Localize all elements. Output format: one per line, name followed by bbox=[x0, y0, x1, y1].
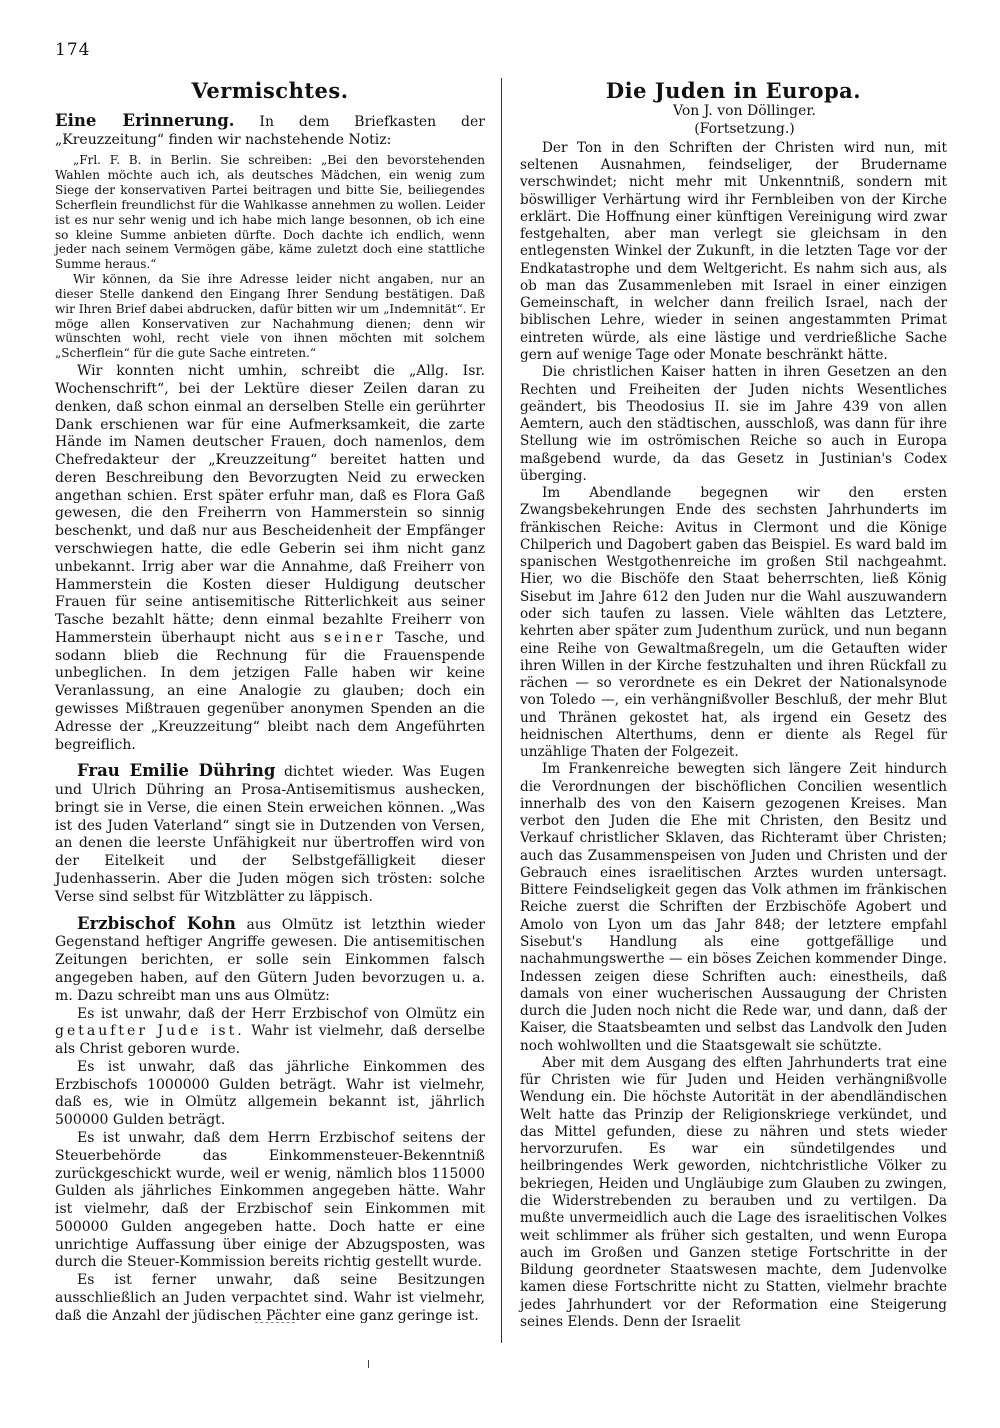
left-column bbox=[55, 78, 485, 1326]
article-erinnerung-body bbox=[55, 363, 485, 754]
essay-paragraph-4: Im Frankenreiche bewegten sich längere Zeit hindurch die Verordnungen der bischöflichen Concilien wesentlich innerhalb des von den Kaisern gezogenen Kreises. Man verbot den Juden die Ehe mit Christen, den Besitz und Verkauf christlicher Sklaven, das Richteramt über Christen; auch das Zusammenspeisen von Juden und Christen und der Gebrauch eines israelitischen Arztes wurden untersagt. Bittere Feindseligkeit gegen das Volk athmen im fränkischen Reiche zuerst die Schriften der Erzbischöfe Agobert und Amolo von Lyon um das Jahr 848; der letztere empfahl Sisebut's Handlung als eine gottgefällige und nachahmungswerthe — ein böses Zeichen kommender Dinge. Indessen zeigen diese Schriften auch: einestheils, daß damals von einer wucherischen Aussaugung der Christen durch die Juden noch nicht die Rede war, und dann, daß der Kaiser, die Staatsbeamten und selbst das Landvolk den Juden noch wohlwollten und die Staatsgewalt sie schützte. bbox=[520, 761, 947, 1054]
body-text: Wahr ist vielmehr, daß derselbe als Christ geboren wurde. bbox=[55, 1023, 485, 1058]
quoted-notice-paragraph-2: Wir können, da Sie ihre Adresse leider nicht angaben, nur an dieser Stelle dankend den Eingang Ihrer Sendung bestätigen. Daß wir Ihren Brief dabei abdrucken, dafür bitten wir um „Indemnität“. Er möge allen Konservativen zur Nachahmung dienen; denn wir wünschten wohl, recht viele von ihnen möchten mit solchem „Scherflein“ für die gute Sache eintreten.“ bbox=[55, 272, 485, 361]
emphasis-text: seiner bbox=[323, 629, 386, 646]
essay-paragraph-3: Im Abendlande begegnen wir den ersten Zwangsbekehrungen Ende des sechsten Jahrhunderts im fränkischen Reiche: Avitus in Clermont und die Könige Chilperich und Dagobert gaben das Beispiel. Es ward bald im spanischen Westgothenreiche im großen Stil nachgeahmt. Hier, wo die Bischöfe den Staat beherrschten, ließ König Sisebut im Jahre 612 den Juden nur die Wahl auszuwandern oder sich taufen zu lassen. Viele wählten das Letztere, kehrten aber später zum Judenthum zurück, und nun begann eine Reihe von Gewaltmaßregeln, um die Getauften wider ihren Willen in der Kirche festzuhalten und ihren Rückfall zu rächen — so verordnete es ein Dekret der Nationalsynode von Toledo —, ein verhängnißvoller Beschluß, der mehr Blut und Thränen gekostet hat, als irgend ein Gesetz des heidnischen Alterthums, denn er diente als Regel für unzählige Thaten der Folgezeit. bbox=[520, 485, 947, 761]
section-title-juden-in-europa: Die Juden in Europa. bbox=[605, 78, 862, 103]
article-erinnerung-lead: Eine Erinnerung. bbox=[55, 110, 235, 130]
article-kohn-paragraph-3: Es ist unwahr, daß dem Herrn Erzbischof seitens der Steuerbehörde das Einkommensteuer-Bekenntniß zurückgeschickt wurde, weil er wenig, nämlich blos 115000 Gulden als jährliches Einkommen angegeben hätte. Wahr ist vielmehr, daß der Erzbischof sein Einkommen mit 500000 Gulden angegeben hatte. Doch hatte er eine unrichtige Auffassung über einige der Abzugsposten, was durch die Steuer-Kommission bereits richtig gestellt wurde. bbox=[55, 1129, 485, 1271]
author-byline: Von J. von Döllinger. bbox=[673, 103, 816, 120]
article-duehring-text: dichtet wieder. Was Eugen und Ulrich Dühring an Prosa-Antisemitismus aushecken, bringt sie in Verse, die einen Stein erweichen können. „Was ist des Juden Vaterland“ singt sie in Dutzenden von Versen, an denen die leerste Unfähigkeit nur übertroffen wird von der Eitelkeit und der Selbstgefälligkeit dieser Judenhasserin. Aber die Juden mögen sich trösten: solche Verse sind selbst für Witzblätter zu läppisch. bbox=[55, 764, 485, 905]
essay-paragraph-1: Der Ton in den Schriften der Christen wird nun, mit seltenen Ausnahmen, feindseliger, der Brudername verschwindet; nicht mehr mit Unkenntniß, sondern mit böswilliger Verhärtung wird ihr Fernbleiben von der Kirche erklärt. Die Hoffnung einer künftigen Vereinigung wird zwar festgehalten, aber man verlegt sie gleichsam in den entlegensten Winkel der Zukunft, in die letzten Tage vor der Endkatastrophe und dem Weltgericht. Es nahm sich aus, als ob man das Zusammenleben mit Israel in einer einzigen Gemeinschaft, in welcher dann freilich Israel, nach der biblischen Lehre, wieder in seinen angestammten Primat eintreten würde, als eine lästige und verdrießliche Sache gern auf wenige Tage oder Monate beschränkt hätte. bbox=[520, 139, 947, 363]
article-kohn-paragraph-4: Es ist ferner unwahr, daß seine Besitzungen ausschließlich an Juden verpachtet sind. Wahr ist vielmehr, daß die Anzahl der jüdischen Pächter eine ganz geringe ist. bbox=[55, 1272, 485, 1324]
body-text: Tasche, und sodann blieb die Rechnung für die Frauenspende unbeglichen. In dem jetzigen Falle haben wir keine Veranlassung, an eine Analogie zu glauben; doch ein gewisses Mißtrauen gegenüber anonymen Spenden an die Adresse der „Kreuzzeitung“ bleibt nach dem Angeführten begreiflich. bbox=[55, 629, 485, 753]
quoted-notice-paragraph-1: „Frl. F. B. in Berlin. Sie schreiben: „Bei den bevorstehenden Wahlen möchte auch ich, als deutsches Mädchen, ein wenig zum Siege der konservativen Partei beitragen und bitte Sie, beiliegendes Scherflein freundlichst für die Wahlkasse annehmen zu wollen. Leider ist es nur sehr wenig und ich habe mich lange besonnen, ob ich eine so kleine Summe anbieten dürfte. Doch dachte ich endlich, wenn jeder nach seinem Vermögen gäbe, käme zuletzt doch eine stattliche Summe heraus.“ bbox=[55, 153, 485, 272]
article-kohn-lead: Erzbischof Kohn bbox=[77, 913, 236, 933]
article-erinnerung-intro-text: In dem Briefkasten der „Kreuzzeitung“ finden wir nachstehende Notiz: bbox=[55, 113, 485, 148]
footer-mark bbox=[368, 1360, 369, 1368]
emphasis-text: getaufter Jude ist. bbox=[55, 1023, 245, 1040]
page-number: 174 bbox=[55, 40, 91, 60]
article-kohn-paragraph-1 bbox=[55, 1006, 485, 1059]
body-text: Es ist unwahr, daß der Herr Erzbischof von Olmütz ein bbox=[77, 1005, 485, 1022]
article-erinnerung-intro bbox=[55, 112, 485, 150]
column-divider bbox=[501, 78, 502, 1343]
body-text: Wir konnten nicht umhin, schreibt die „Allg. Isr. Wochenschrift“, bei der Lektüre dieser Zeilen daran zu denken, daß schon einmal an derselben Stelle ein gerührter Dank erschienen war für eine Aufmerksamkeit, die zarte Hände im Namen deutscher Frauen, doch namenlos, dem Chefredakteur der „Kreuzzeitung“ bereitet hatten und deren Beschreibung den Bevorzugten Neid zu erwecken angethan schien. Erst später erfuhr man, daß es Flora Gaß gewesen, die den Freiherrn von Hammerstein so sinnig beschenkt, und daß nur aus Bescheidenheit der Empfänger verschwiegen hatte, die edle Geberin sei ihm nicht ganz unbekannt. Irrig aber war die Annahme, daß Freiherr von Hammerstein die Kosten dieser Huldigung deutscher Frauen für seine antisemitische Ritterlichkeit aus seiner Tasche bezahlt hätte; denn einmal bezahlte Freiherr von Hammerstein überhaupt nicht aus bbox=[55, 363, 485, 646]
section-title-vermischtes: Vermischtes. bbox=[191, 78, 349, 103]
footer-separator bbox=[255, 1322, 295, 1324]
essay-paragraph-5: Aber mit dem Ausgang des elften Jahrhunderts trat eine für Christen wie für Juden und Heiden verhängnißvolle Wendung ein. Die höchste Autorität in der abendländischen Welt hatte das Prinzip der Religionskriege verkündet, und das Mittel gefunden, diese zu nähren und stets wieder hervorzurufen. Es war ein sündetilgendes und heilbringendes Werk geworden, nichtchristliche Völker zu bekriegen, Heiden und Ungläubige zum Glauben zu zwingen, die Widerstrebenden zu berauben und zu vertilgen. Da mußte unvermeidlich auch die Lage des israelitischen Volkes weit schlimmer als früher sich gestalten, und wenn Europa auch im Großen und Ganzen stetige Fortschritte in der Bildung geordneter Staatswesen machte, dem Judenvolke kamen diese Fortschritte nicht zu Statten, vielmehr brachte jedes Jahrhundert vor der Reformation eine Steigerung seines Elends. Denn der Israelit bbox=[520, 1054, 947, 1330]
continuation-note: (Fortsetzung.) bbox=[694, 120, 795, 137]
quoted-notice bbox=[55, 153, 485, 361]
article-kohn-intro bbox=[55, 915, 485, 1006]
article-duehring-lead: Frau Emilie Dühring bbox=[77, 761, 276, 781]
article-kohn-intro-text: aus Olmütz ist letzthin wieder Gegenstand heftiger Angriffe gewesen. Die antisemitischen Zeitungen berichten, er solle sein Einkommen falsch angegeben haben, auf den Gütern Juden bevorzugen u. a. m. Dazu schreibt man uns aus Olmütz: bbox=[55, 916, 485, 1004]
article-duehring bbox=[55, 762, 485, 906]
article-kohn-paragraph-2: Es ist unwahr, daß das jährliche Einkommen des Erzbischofs 1000000 Gulden beträgt. Wahr ist vielmehr, daß es, wie in Olmütz allgemein bekannt ist, jährlich 500000 Gulden beträgt. bbox=[55, 1058, 485, 1129]
essay-paragraph-2: Die christlichen Kaiser hatten in ihren Gesetzen an den Rechten und Freiheiten der Juden nichts Wesentliches geändert, bis Theodosius II. sie im Jahre 439 von allen Aemtern, auch den städtischen, ausschloß, was dann für ihre Stellung wie im oströmischen Reiche so auch in Europa maßgebend wurde, da das Gesetz in Justinian's Codex überging. bbox=[520, 364, 947, 484]
right-column bbox=[520, 78, 947, 1331]
